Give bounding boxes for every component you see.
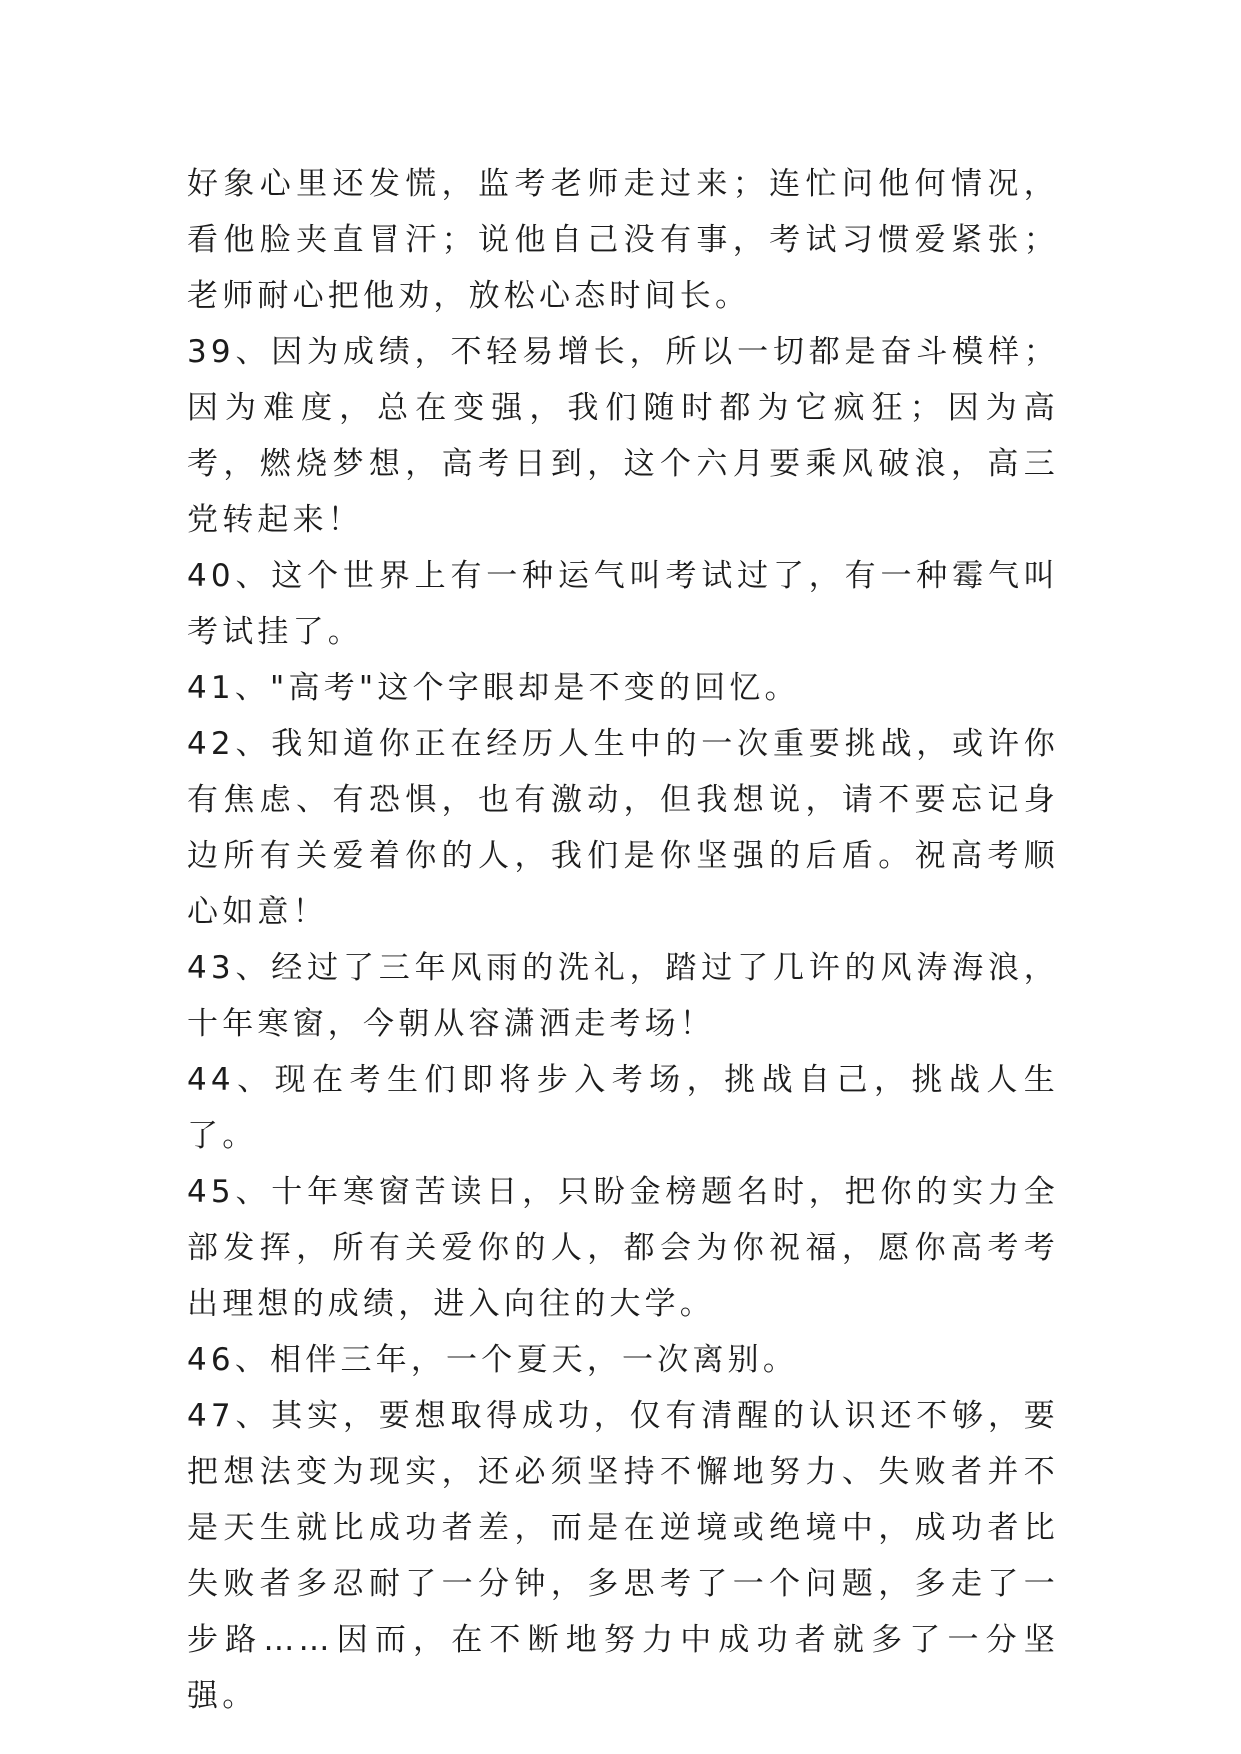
- paragraph-46: 46、相伴三年，一个夏天，一次离别。: [187, 1342, 799, 1378]
- paragraph-41: 41、"高考"这个字眼却是不变的回忆。: [187, 670, 800, 706]
- paragraph-43: 43、经过了三年风雨的洗礼，踏过了几许的风涛海浪，十年寒窗，今朝从容潇洒走考场！: [187, 950, 1059, 1042]
- paragraph-39: 39、因为成绩，不轻易增长，所以一切都是奋斗模样；因为难度，总在变强，我们随时都为它疯狂；因为高考，燃烧梦想，高考日到，这个六月要乘风破浪，高三党转起来！: [187, 334, 1059, 538]
- paragraph-45: 45、十年寒窗苦读日，只盼金榜题名时，把你的实力全部发挥，所有关爱你的人，都会为你祝福，愿你高考考出理想的成绩，进入向往的大学。: [187, 1174, 1059, 1322]
- paragraph-44: 44、现在考生们即将步入考场，挑战自己，挑战人生了。: [187, 1062, 1059, 1154]
- paragraph-42: 42、我知道你正在经历人生中的一次重要挑战，或许你有焦虑、有恐惧，也有激动，但我想说，请不要忘记身边所有关爱着你的人，我们是你坚强的后盾。祝高考顺心如意！: [187, 726, 1059, 930]
- paragraph-47: 47、其实，要想取得成功，仅有清醒的认识还不够，要把想法变为现实，还必须坚持不懈地努力、失败者并不是天生就比成功者差，而是在逆境或绝境中，成功者比失败者多忍耐了一分钟，多思考了一个问题，多走了一步路……因而，在不断地努力中成功者就多了一分坚强。: [187, 1398, 1059, 1714]
- document-body: [187, 156, 1059, 1724]
- paragraph-38-continued: 好象心里还发慌，监考老师走过来；连忙问他何情况，看他脸夹直冒汗；说他自己没有事，考试习惯爱紧张；老师耐心把他劝，放松心态时间长。: [187, 166, 1059, 314]
- paragraph-40: 40、这个世界上有一种运气叫考试过了，有一种霉气叫考试挂了。: [187, 558, 1059, 650]
